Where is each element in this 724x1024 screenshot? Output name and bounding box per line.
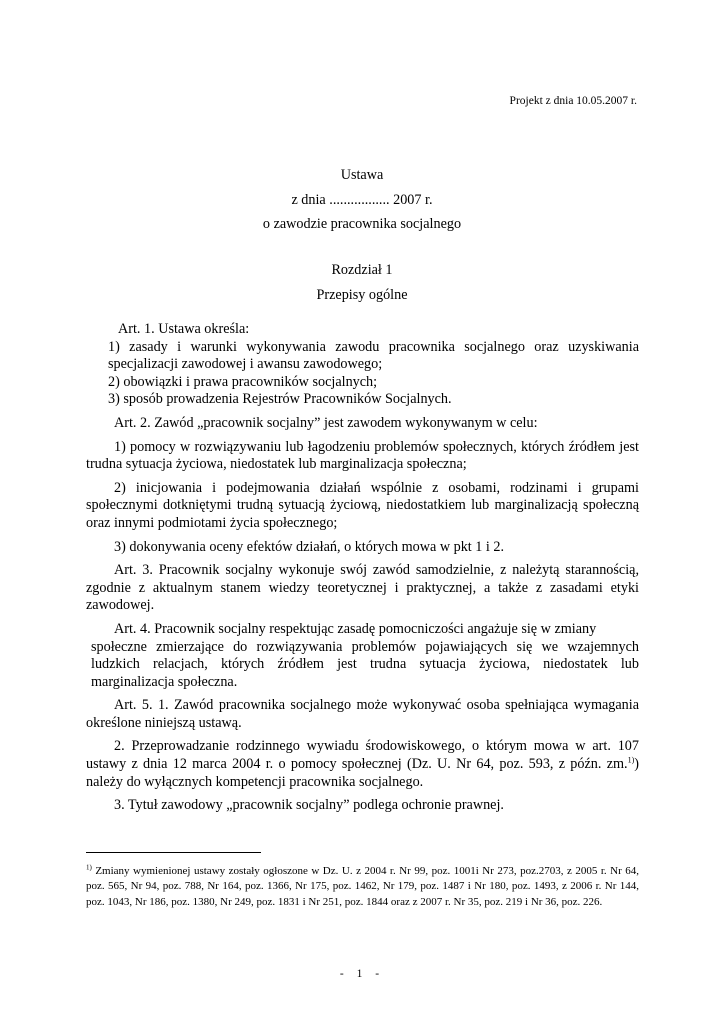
chapter-name: Przepisy ogólne bbox=[316, 286, 408, 303]
article-1-item: 2) obowiązki i prawa pracowników socjalnych; bbox=[108, 373, 378, 390]
footnote-separator bbox=[86, 852, 261, 853]
act-body bbox=[86, 321, 639, 815]
chapter-number: Rozdział 1 bbox=[331, 262, 393, 278]
article-1-item: 3) sposób prowadzenia Rejestrów Pracowników Socjalnych. bbox=[108, 391, 452, 408]
article-1-item: 1) zasady i warunki wykonywania zawodu pracownika socjalnego oraz uzyskiwania specjalizacji zawodowej i awansu zawodowego; bbox=[108, 338, 639, 373]
article-4 bbox=[86, 621, 639, 691]
article-3: Art. 3. Pracownik socjalny wykonuje swój zawód samodzielnie, z należytą starannością, zgodnie z aktualnym stanem wiedzy teoretycznej i praktycznej, a także z zasadami etyki zawodowej. bbox=[86, 562, 639, 614]
article-1-heading: Art. 1. Ustawa określa: bbox=[118, 321, 250, 337]
footnote bbox=[86, 864, 639, 910]
article-5-section-1: Art. 5. 1. Zawód pracownika socjalnego może wykonywać osoba spełniająca wymagania określone niniejszą ustawą. bbox=[86, 697, 639, 731]
article-2-item: 2) inicjowania i podejmowania działań wspólnie z osobami, rodzinami i grupami społecznymi dotkniętymi trudną sytuacją życiową, niedostatkiem lub marginalizacją społeczną oraz innymi podmiotami życia społecznego; bbox=[86, 479, 639, 531]
article-2-item: 3) dokonywania oceny efektów działań, o których mowa w pkt 1 i 2. bbox=[114, 538, 505, 555]
article-5-section-2-text-end: ) należy do wyłącznych kompetencji pracownika socjalnego. bbox=[86, 756, 639, 790]
footnote-reference[interactable]: 1) bbox=[627, 755, 635, 765]
article-4-first-line: Art. 4. Pracownik socjalny respektując zasadę pomocniczości angażuje się w zmiany bbox=[114, 620, 597, 637]
chapter-heading bbox=[86, 258, 638, 307]
act-title bbox=[86, 163, 638, 237]
act-title-line-3: o zawodzie pracownika socjalnego bbox=[262, 216, 462, 232]
act-title-line-1: Ustawa bbox=[340, 167, 384, 183]
article-5-section-2-text: 2. Przeprowadzanie rodzinnego wywiadu środowiskowego, o którym mowa w art. 107 ustawy z dnia 12 marca 2004 r. o pomocy społecznej (Dz. U. Nr 64, poz. 593, z późn. zm. bbox=[86, 738, 639, 773]
page-number: - 1 - bbox=[339, 968, 385, 980]
article-5-section-2 bbox=[86, 738, 639, 791]
article-4-continuation: społeczne zmierzające do rozwiązywania problemów pojawiających się we wzajemnych ludzkich relacjach, których źródłem jest trudna sytuacja życiowa, niedostatek lub marginalizacja społeczna. bbox=[91, 638, 639, 690]
footnote-text: Zmiany wymienionej ustawy zostały ogłoszone w Dz. U. z 2004 r. Nr 99, poz. 1001i Nr 273, poz.2703, z 2005 r. Nr 64, poz. 565, Nr 94, poz. 788, Nr 164, poz. 1366, Nr 175, poz. 1462, Nr 179, poz. 1487 i Nr 180, poz. 1493, z 2006 r. Nr 144, poz. 1043, Nr 186, poz. 1380, Nr 249, poz. 1831 i Nr 251, poz. 1844 oraz z 2007 r. Nr 35, poz. 219 i Nr 36, poz. 226. bbox=[86, 865, 639, 908]
footnote-marker: 1) bbox=[86, 863, 92, 872]
article-2-heading: Art. 2. Zawód „pracownik socjalny” jest zawodem wykonywanym w celu: bbox=[114, 414, 538, 431]
article-2-item: 1) pomocy w rozwiązywaniu lub łagodzeniu problemów społecznych, których źródłem jest trudna sytuacja życiowa, niedostatek lub marginalizacja społeczna; bbox=[86, 438, 639, 473]
article-1-list bbox=[86, 339, 639, 409]
act-title-line-2: z dnia ................. 2007 r. bbox=[291, 191, 433, 208]
article-5-section-3: 3. Tytuł zawodowy „pracownik socjalny” podlega ochronie prawnej. bbox=[114, 797, 504, 814]
draft-note: Projekt z dnia 10.05.2007 r. bbox=[509, 95, 637, 107]
